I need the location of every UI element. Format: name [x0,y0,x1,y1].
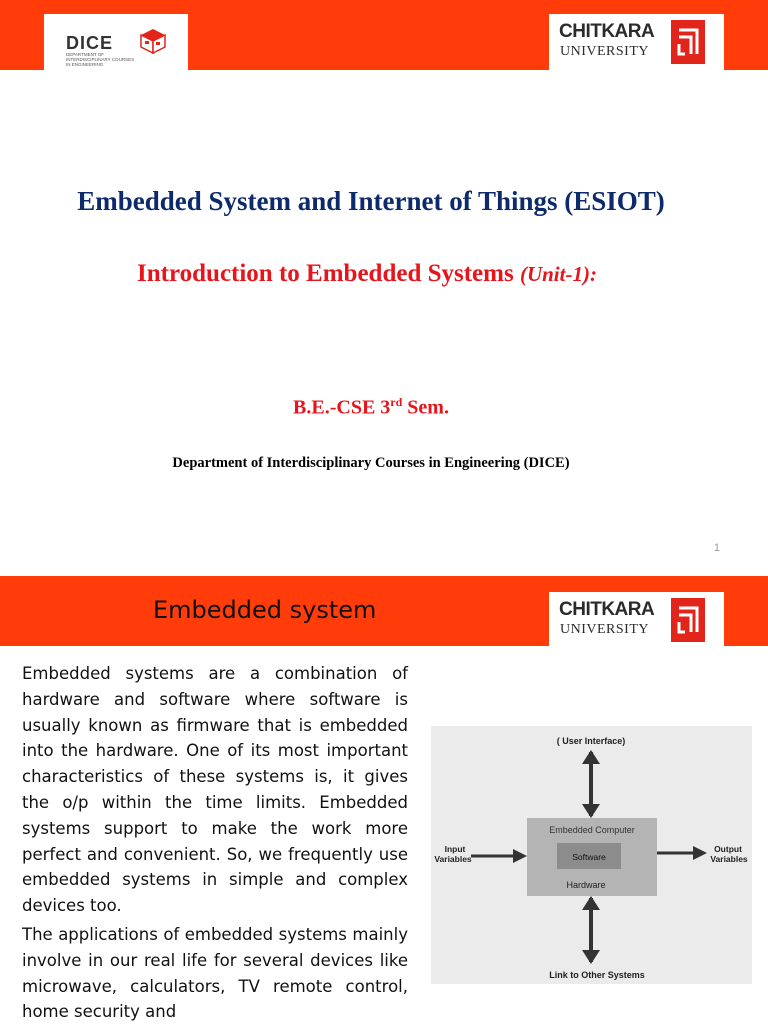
output-label-1: Output [714,844,742,854]
output-label-2: Variables [710,854,748,864]
chitkara-logo [549,592,724,646]
chitkara-mark-icon [671,20,705,64]
paragraph-2: The applications of embedded systems mainly involve in our real life for several devices like microwave, calculators, TV remote control, home security and [22,925,408,1022]
arrow-down-head [582,804,600,818]
chitkara-logo-sub: UNIVERSITY [560,622,649,637]
dice-logo-text: DICE [66,33,114,53]
chitkara-logo [549,14,724,70]
subtitle-unit: (Unit-1): [519,262,597,286]
presentation-subtitle [0,260,734,288]
course-suffix: Sem. [402,396,449,419]
input-arrow-head [513,849,527,863]
input-label-2: Variables [434,854,472,864]
input-label-1: Input [444,844,466,854]
hardware-label: Hardware [566,880,606,890]
chitkara-logo-sub: UNIVERSITY [560,44,649,59]
arrow-up-head-bottom [582,896,600,910]
course-line [0,395,742,420]
slide-2 [0,576,768,1024]
software-label: Software [572,852,606,862]
slide-title: Embedded system [153,596,377,624]
link-other-systems-label: Link to Other Systems [549,970,645,980]
course-sup: rd [390,395,403,409]
presentation-title: Embedded System and Internet of Things (ESIOT) [77,186,665,216]
paragraph-1: Embedded systems are a combination of hardware and software where software is usually known as firmware that is embedded into the hardware. One of its most important characteristics of these systems is, it gives the o/p within the time limits. Embedded systems support to make the work more perfect and convenient. So, we frequently use embedded systems in simple and complex devices too. [22,664,408,916]
chitkara-logo-name: CHITKARA [559,21,655,42]
chitkara-logo-name: CHITKARA [559,599,655,620]
page-number: 1 [713,542,720,554]
dice-cube-icon [140,28,166,54]
department-line: Department of Interdisciplinary Courses in Engineering (DICE) [172,455,570,471]
dice-logo-subtext: DEPARTMENT OF INTERDISCIPLINARY COURSES IN ENGINEERING [66,52,135,67]
arrow-down-head-bottom [582,950,600,964]
diagram-svg [431,726,752,984]
user-interface-label: ( User Interface) [556,736,626,746]
course-prefix: B.E.-CSE 3 [293,396,391,419]
chitkara-mark-icon [671,598,705,642]
subtitle-text: Introduction to Embedded Systems [137,260,514,287]
arrow-up-head [582,750,600,764]
dice-logo [44,14,188,70]
embedded-system-diagram [431,726,752,984]
embedded-computer-label: Embedded Computer [549,825,635,835]
slide-gap [0,562,768,576]
output-arrow-head [693,846,707,860]
